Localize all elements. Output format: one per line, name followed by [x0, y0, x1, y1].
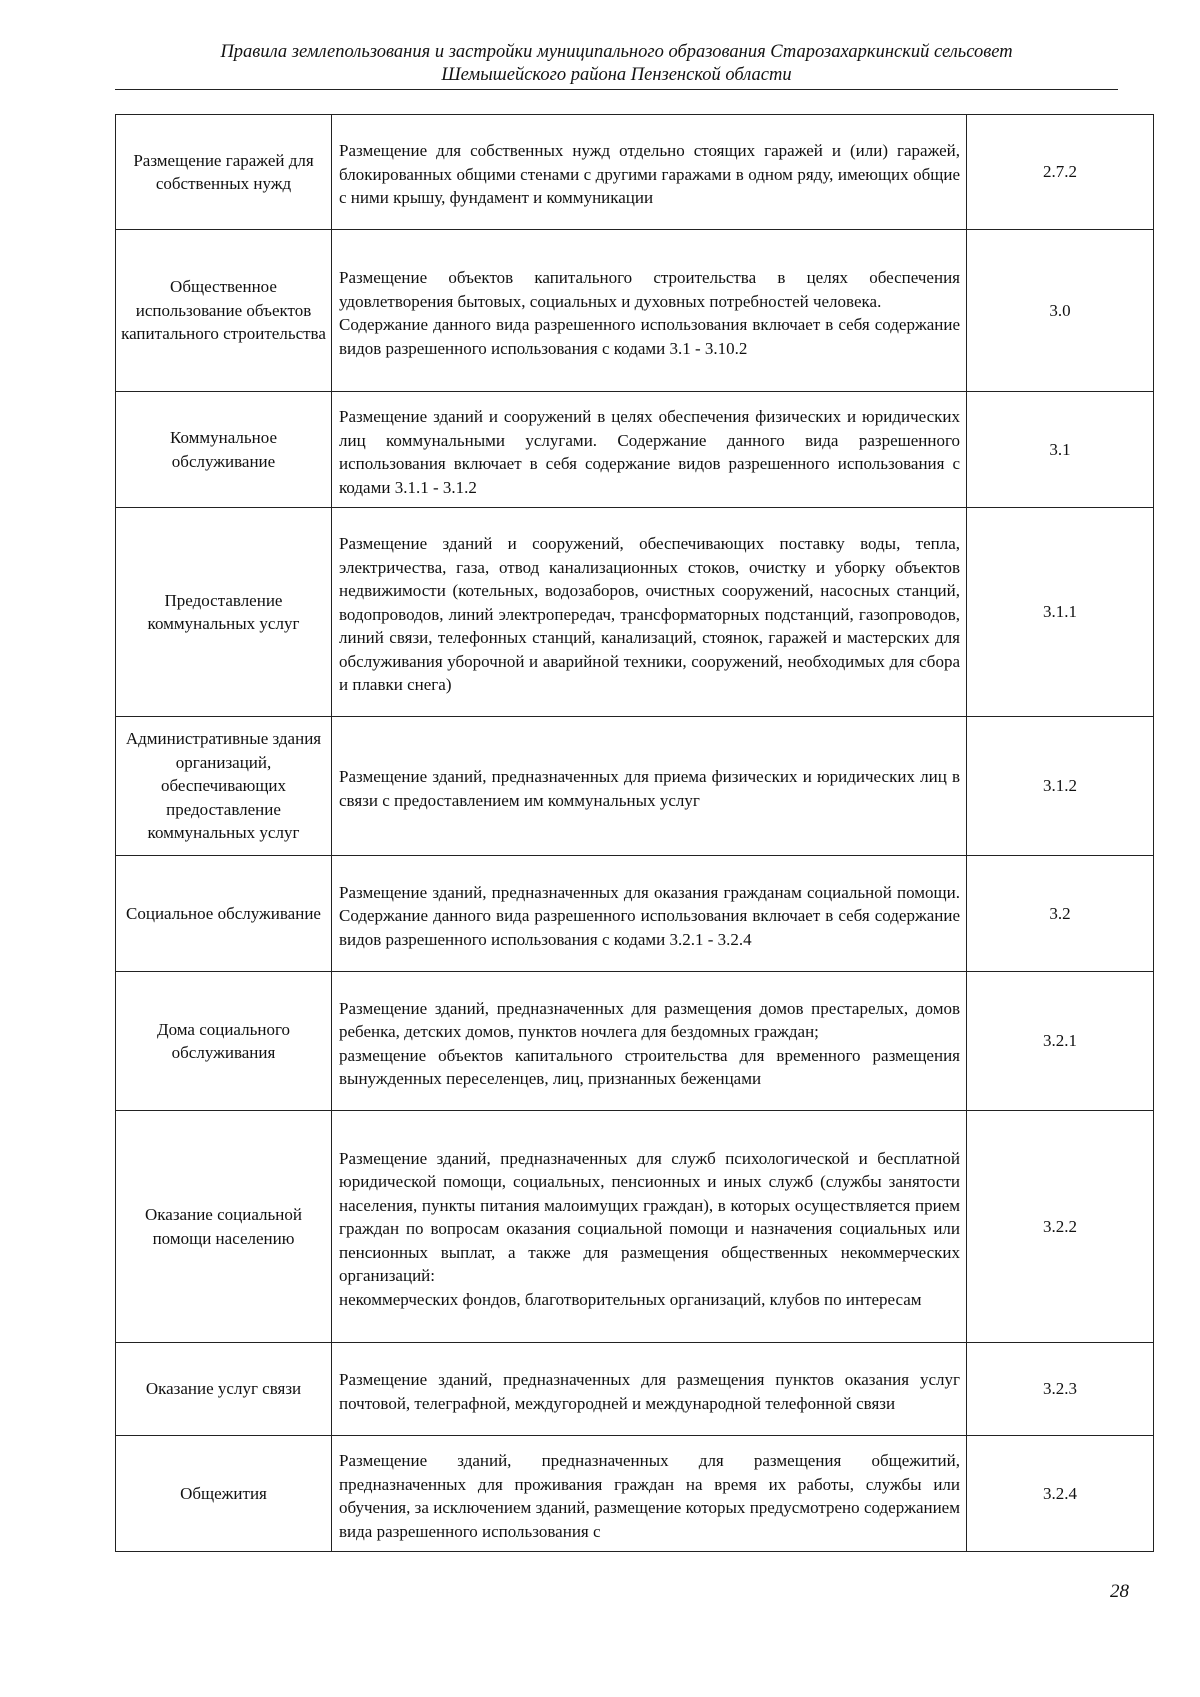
use-name: Оказание социальной помощи населению — [116, 1111, 332, 1343]
land-use-table — [115, 114, 1154, 1552]
use-name: Социальное обслуживание — [116, 856, 332, 972]
use-code: 3.2.4 — [967, 1436, 1154, 1552]
table-row — [116, 856, 1154, 972]
description-paragraph: Размещение зданий, предназначенных для приема физических и юридических лиц в связи с предоставлением им коммунальных услуг — [339, 767, 960, 810]
table-row — [116, 972, 1154, 1111]
use-name: Коммунальное обслуживание — [116, 392, 332, 508]
description-paragraph: Размещение для собственных нужд отдельно стоящих гаражей и (или) гаражей, блокированных общими стенами с другими гаражами в одном ряду, имеющих общие с ними крышу, фундамент и коммуникации — [339, 141, 960, 208]
use-code: 2.7.2 — [967, 115, 1154, 230]
description-paragraph: Размещение зданий, предназначенных для оказания гражданам социальной помощи. Содержание данного вида разрешенного использования включает в себя содержание видов разрешенного использования с кодами 3.2.1 - 3.2.4 — [339, 882, 960, 949]
description-paragraph: Содержание данного вида разрешенного использования включает в себя содержание видов разрешенного использования с кодами 3.1 - 3.10.2 — [339, 315, 960, 358]
use-code: 3.2.3 — [967, 1343, 1154, 1436]
page-number: 28 — [1110, 1581, 1129, 1602]
table-row — [116, 1111, 1154, 1343]
table-row — [116, 392, 1154, 508]
description-paragraph: Размещение объектов капитального строительства в целях обеспечения удовлетворения бытовых, социальных и духовных потребностей человека. — [339, 268, 960, 311]
use-name: Общественное использование объектов капитального строительства — [116, 230, 332, 392]
use-description — [332, 1436, 967, 1552]
use-name: Размещение гаражей для собственных нужд — [116, 115, 332, 230]
use-name: Оказание услуг связи — [116, 1343, 332, 1436]
use-description — [332, 1343, 967, 1436]
use-description — [332, 392, 967, 508]
table-row — [116, 717, 1154, 856]
use-description — [332, 972, 967, 1111]
page-header — [115, 41, 1118, 87]
use-description — [332, 856, 967, 972]
description-paragraph: Размещение зданий, предназначенных для служб психологической и бесплатной юридической помощи, социальных, пенсионных и иных служб (службы занятости населения, пункты питания малоимущих граждан), в которых осуществляется прием граждан по вопросам оказания социальной помощи и назначения социальных или пенсионных выплат, а также для размещения общественных некоммерческих организаций: — [339, 1148, 960, 1286]
use-code: 3.1.2 — [967, 717, 1154, 856]
use-code: 3.2.2 — [967, 1111, 1154, 1343]
use-code: 3.1.1 — [967, 508, 1154, 717]
header-line-1: Правила землепользования и застройки муниципального образования Старозахаркинский сельсовет — [220, 42, 1013, 62]
header-rule — [115, 89, 1118, 90]
description-paragraph: Размещение зданий, предназначенных для размещения домов престарелых, домов ребенка, детских домов, пунктов ночлега для бездомных граждан; — [339, 998, 960, 1041]
table-row — [116, 508, 1154, 717]
use-description — [332, 230, 967, 392]
description-paragraph: Размещение зданий и сооружений, обеспечивающих поставку воды, тепла, электричества, газа, отвод канализационных стоков, очистку и уборку объектов недвижимости (котельных, водозаборов, очистных сооружений, насосных станций, водопроводов, линий электропередач, трансформаторных подстанций, газопроводов, линий связи, телефонных станций, канализаций, стоянок, гаражей и мастерских для обслуживания уборочной и аварийной техники, сооружений, необходимых для сбора и плавки снега) — [339, 534, 960, 695]
description-paragraph: Размещение зданий, предназначенных для размещения пунктов оказания услуг почтовой, телеграфной, междугородней и международной телефонной связи — [339, 1370, 960, 1413]
use-description — [332, 717, 967, 856]
description-paragraph: Размещение зданий и сооружений в целях обеспечения физических и юридических лиц коммунальными услугами. Содержание данного вида разрешенного использования включает в себя содержание видов разрешенного использования с кодами 3.1.1 - 3.1.2 — [339, 407, 960, 497]
table-row — [116, 1436, 1154, 1552]
use-code: 3.1 — [967, 392, 1154, 508]
use-name: Дома социального обслуживания — [116, 972, 332, 1111]
description-paragraph: Размещение зданий, предназначенных для размещения общежитий, предназначенных для проживания граждан на время их работы, службы или обучения, за исключением зданий, размещение которых предусмотрено содержанием вида разрешенного использования с — [339, 1451, 960, 1541]
table-row — [116, 115, 1154, 230]
use-code: 3.2 — [967, 856, 1154, 972]
description-paragraph: размещение объектов капитального строительства для временного размещения вынужденных переселенцев, лиц, признанных беженцами — [339, 1045, 960, 1088]
use-code: 3.0 — [967, 230, 1154, 392]
use-name: Общежития — [116, 1436, 332, 1552]
use-name: Административные здания организаций, обеспечивающих предоставление коммунальных услуг — [116, 717, 332, 856]
use-description — [332, 115, 967, 230]
use-code: 3.2.1 — [967, 972, 1154, 1111]
table-row — [116, 1343, 1154, 1436]
use-name: Предоставление коммунальных услуг — [116, 508, 332, 717]
use-description — [332, 508, 967, 717]
use-description — [332, 1111, 967, 1343]
table-row — [116, 230, 1154, 392]
header-line-2: Шемышейского района Пензенской области — [441, 65, 792, 85]
description-paragraph: некоммерческих фондов, благотворительных организаций, клубов по интересам — [339, 1289, 922, 1309]
